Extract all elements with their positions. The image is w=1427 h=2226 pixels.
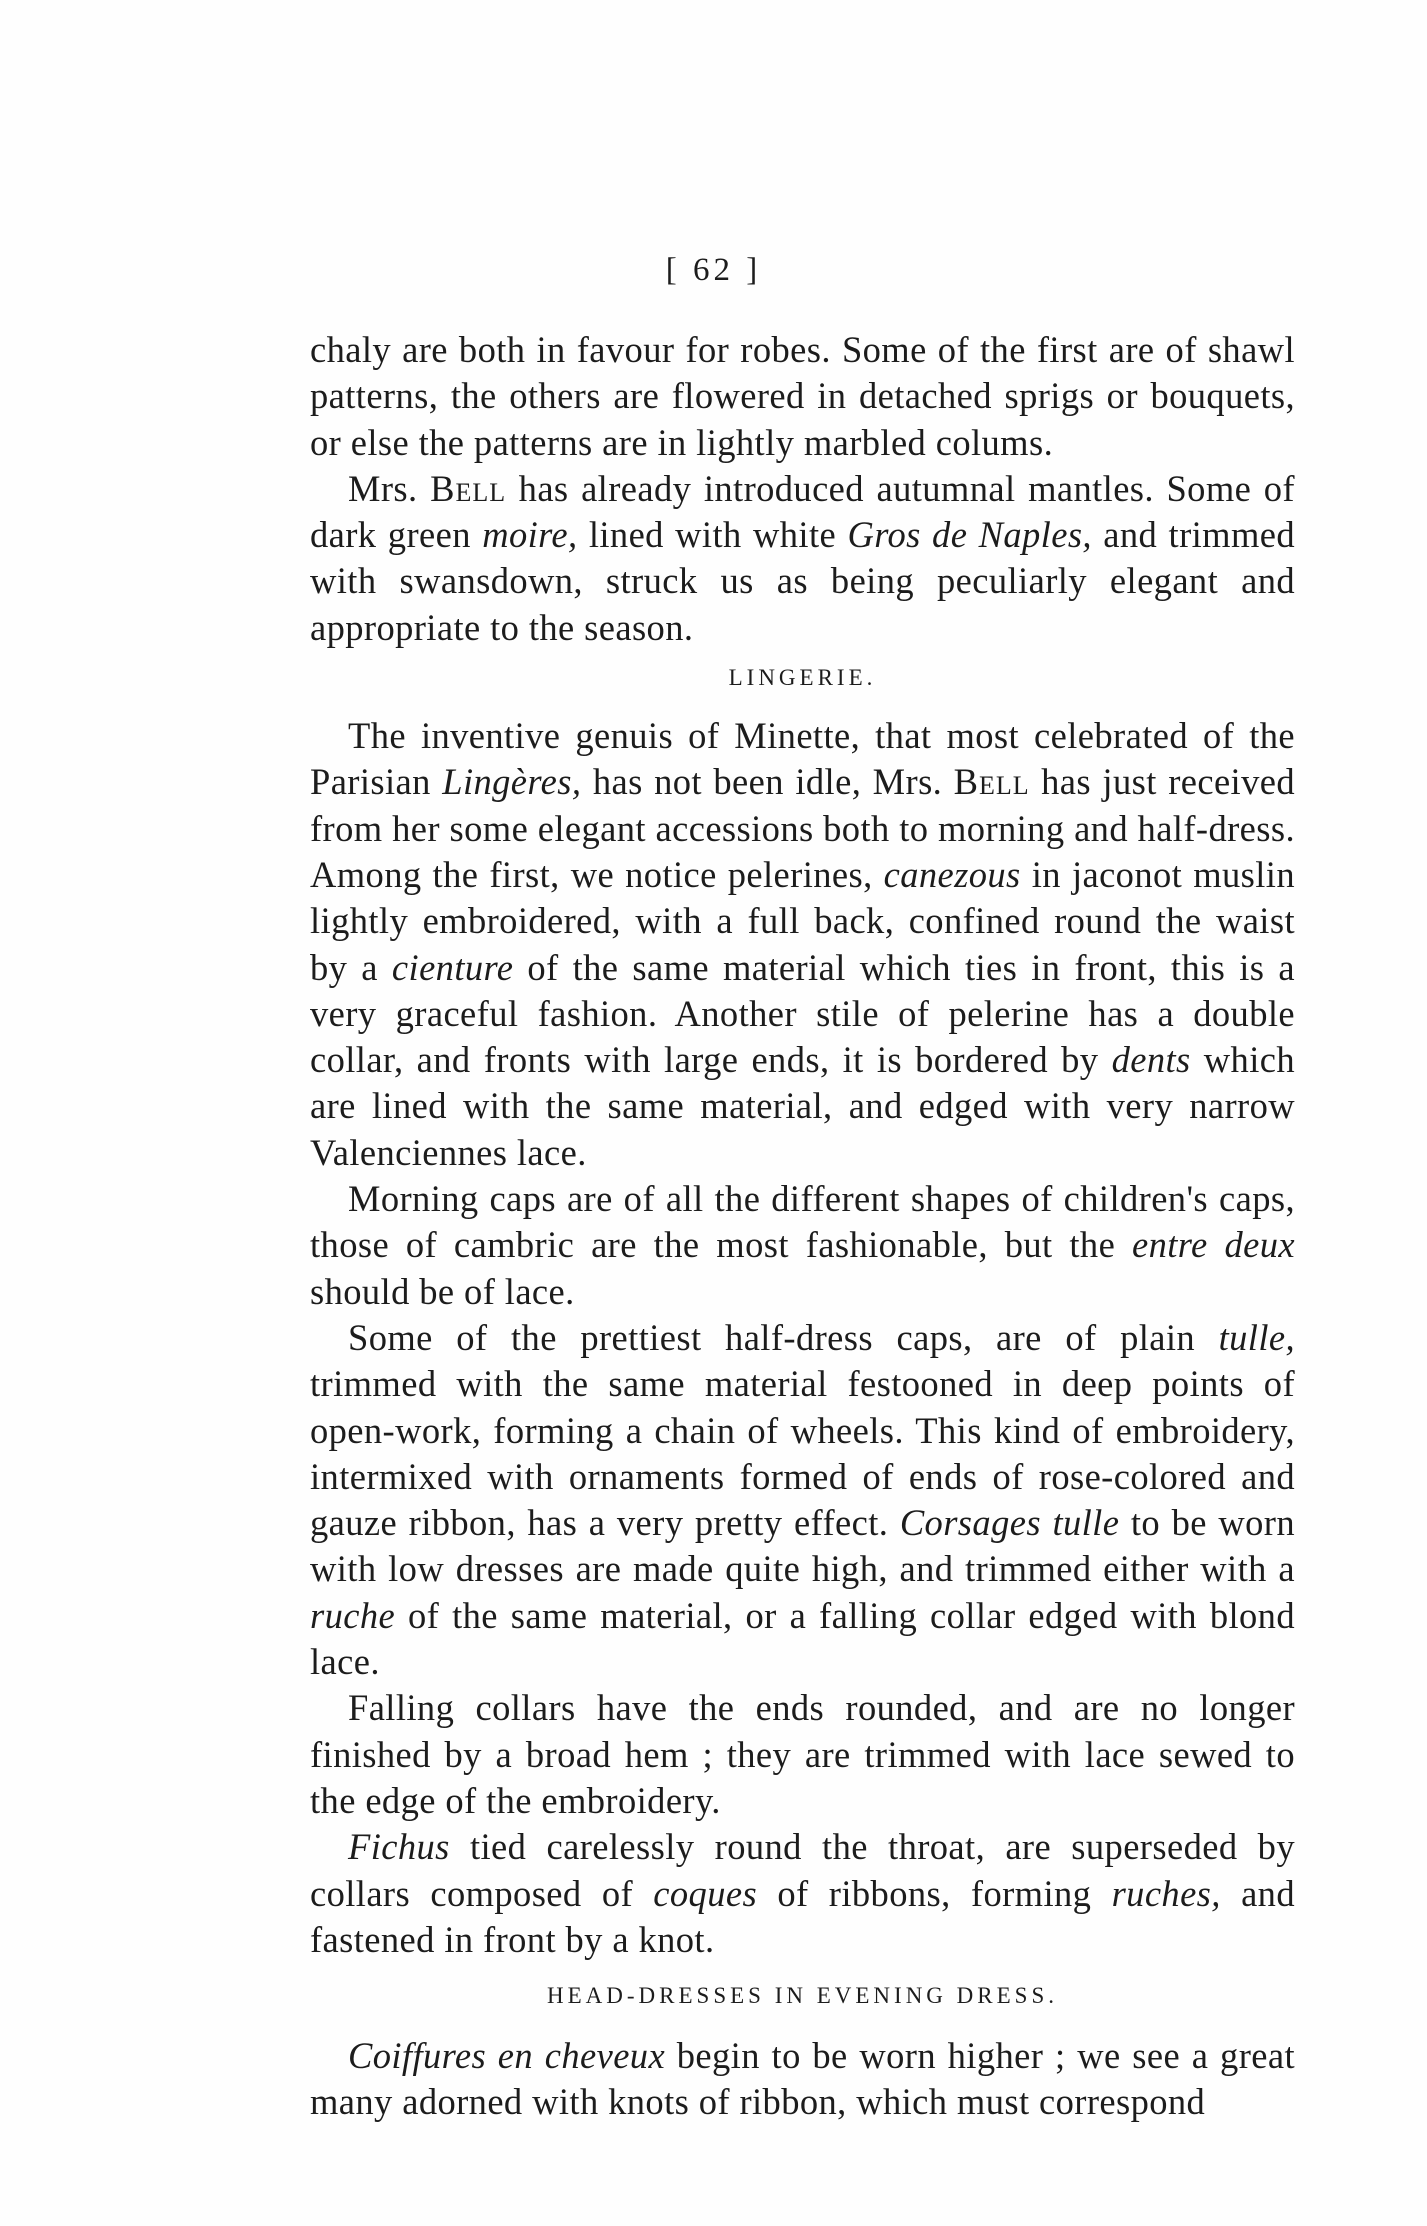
text-run: Morning caps are of all the different shapes of children's caps, those of cambric are the most fashionable, but the xyxy=(310,1178,1295,1266)
paragraph-fabrics-text: chaly are both in favour for robes. Some of the first are of shawl patterns, the others are flowered in detached sprigs or bouquets, or else the patterns are in lightly marbled colums. xyxy=(310,329,1295,463)
italic-term: dents xyxy=(1111,1039,1191,1081)
body-text xyxy=(310,327,1295,2126)
text-run: lined with white xyxy=(577,514,848,556)
text-run: of the same material, or a falling collar edged with blond lace. xyxy=(310,1594,1295,1683)
text-run: in jaconot muslin lightly embroidered, with a full back, confined round the waist by a xyxy=(310,853,1295,988)
text-run: has just received from her some elegant accessions both to morning and half-dress. Among the first, we notice pelerines, xyxy=(310,761,1295,895)
text-run: which are lined with the same material, and edged with very narrow Valenciennes lace. xyxy=(310,1039,1295,1173)
italic-term: Gros de Naples, xyxy=(847,514,1092,556)
italic-term: moire, xyxy=(482,514,578,556)
text-run: has not been idle, Mrs. xyxy=(581,761,954,803)
text-run: and fastened in front by a knot. xyxy=(310,1872,1295,1960)
paragraph-fichus xyxy=(310,1824,1295,1963)
paragraph-fabrics xyxy=(310,327,1295,466)
text-run: The inventive genuis of Minette, that most celebrated of the Parisian xyxy=(310,715,1295,803)
paragraph-half-dress-caps xyxy=(310,1315,1295,1685)
paragraph-coiffures xyxy=(310,2033,1295,2126)
text-run: to be worn with low dresses are made quite high, and trimmed either with a xyxy=(310,1502,1295,1590)
text-run: trimmed with the same material festooned in deep points of open-work, forming a chain of wheels. This kind of embroidery, intermixed with ornaments formed of ends of rose-colored and gauze ribbon, has a very pretty effect. xyxy=(310,1363,1295,1544)
italic-term: Coiffures en cheveux xyxy=(348,2035,666,2077)
italic-term: coques xyxy=(653,1872,758,1914)
text-run: Some of the prettiest half-dress caps, are of plain xyxy=(348,1316,1219,1358)
italic-term: Fichus xyxy=(348,1826,450,1868)
italic-term: entre deux xyxy=(1132,1224,1295,1266)
italic-term: Lingères, xyxy=(442,761,582,803)
text-run: of the same material which ties in front, this is a very graceful fashion. Another stile of pelerine has a double collar, and fronts with large ends, it is bordered by xyxy=(310,946,1296,1081)
section-heading-lingerie: LINGERIE. xyxy=(728,665,877,691)
italic-term: ruches, xyxy=(1111,1872,1221,1914)
text-run: of ribbons, forming xyxy=(757,1872,1112,1914)
paragraph-morning-caps xyxy=(310,1176,1295,1315)
paragraph-mantles xyxy=(310,466,1295,651)
proper-name: Bell xyxy=(953,761,1030,803)
text-run: Mrs. xyxy=(348,467,431,509)
text-run: has already introduced autumnal mantles. Some of dark green xyxy=(310,467,1295,556)
italic-term: cienture xyxy=(391,946,514,988)
text-run: and trimmed with swansdown, struck us as being peculiarly elegant and appropriate to the season. xyxy=(310,514,1295,648)
text-run: Falling collars have the ends rounded, and are no longer finished by a broad hem ; they are trimmed with lace sewed to the edge of the embroidery. xyxy=(310,1687,1295,1821)
paragraph-falling-collars xyxy=(310,1685,1295,1824)
text-run: tied carelessly round the throat, are superseded by collars composed of xyxy=(310,1826,1295,1914)
proper-name: Bell xyxy=(430,467,507,509)
paragraph-lingerie xyxy=(310,713,1295,1176)
page-number: [ 62 ] xyxy=(665,252,762,288)
section-heading-head-dresses: HEAD-DRESSES IN EVENING DRESS. xyxy=(546,1983,1058,2009)
italic-term: Corsages tulle xyxy=(899,1502,1120,1544)
text-run: should be of lace. xyxy=(310,1270,575,1312)
italic-term: ruche xyxy=(310,1594,396,1636)
text-run: begin to be worn higher ; we see a great many adorned with knots of ribbon, which must correspond xyxy=(310,2035,1295,2123)
italic-term: tulle, xyxy=(1218,1316,1295,1358)
italic-term: canezous xyxy=(883,853,1021,895)
